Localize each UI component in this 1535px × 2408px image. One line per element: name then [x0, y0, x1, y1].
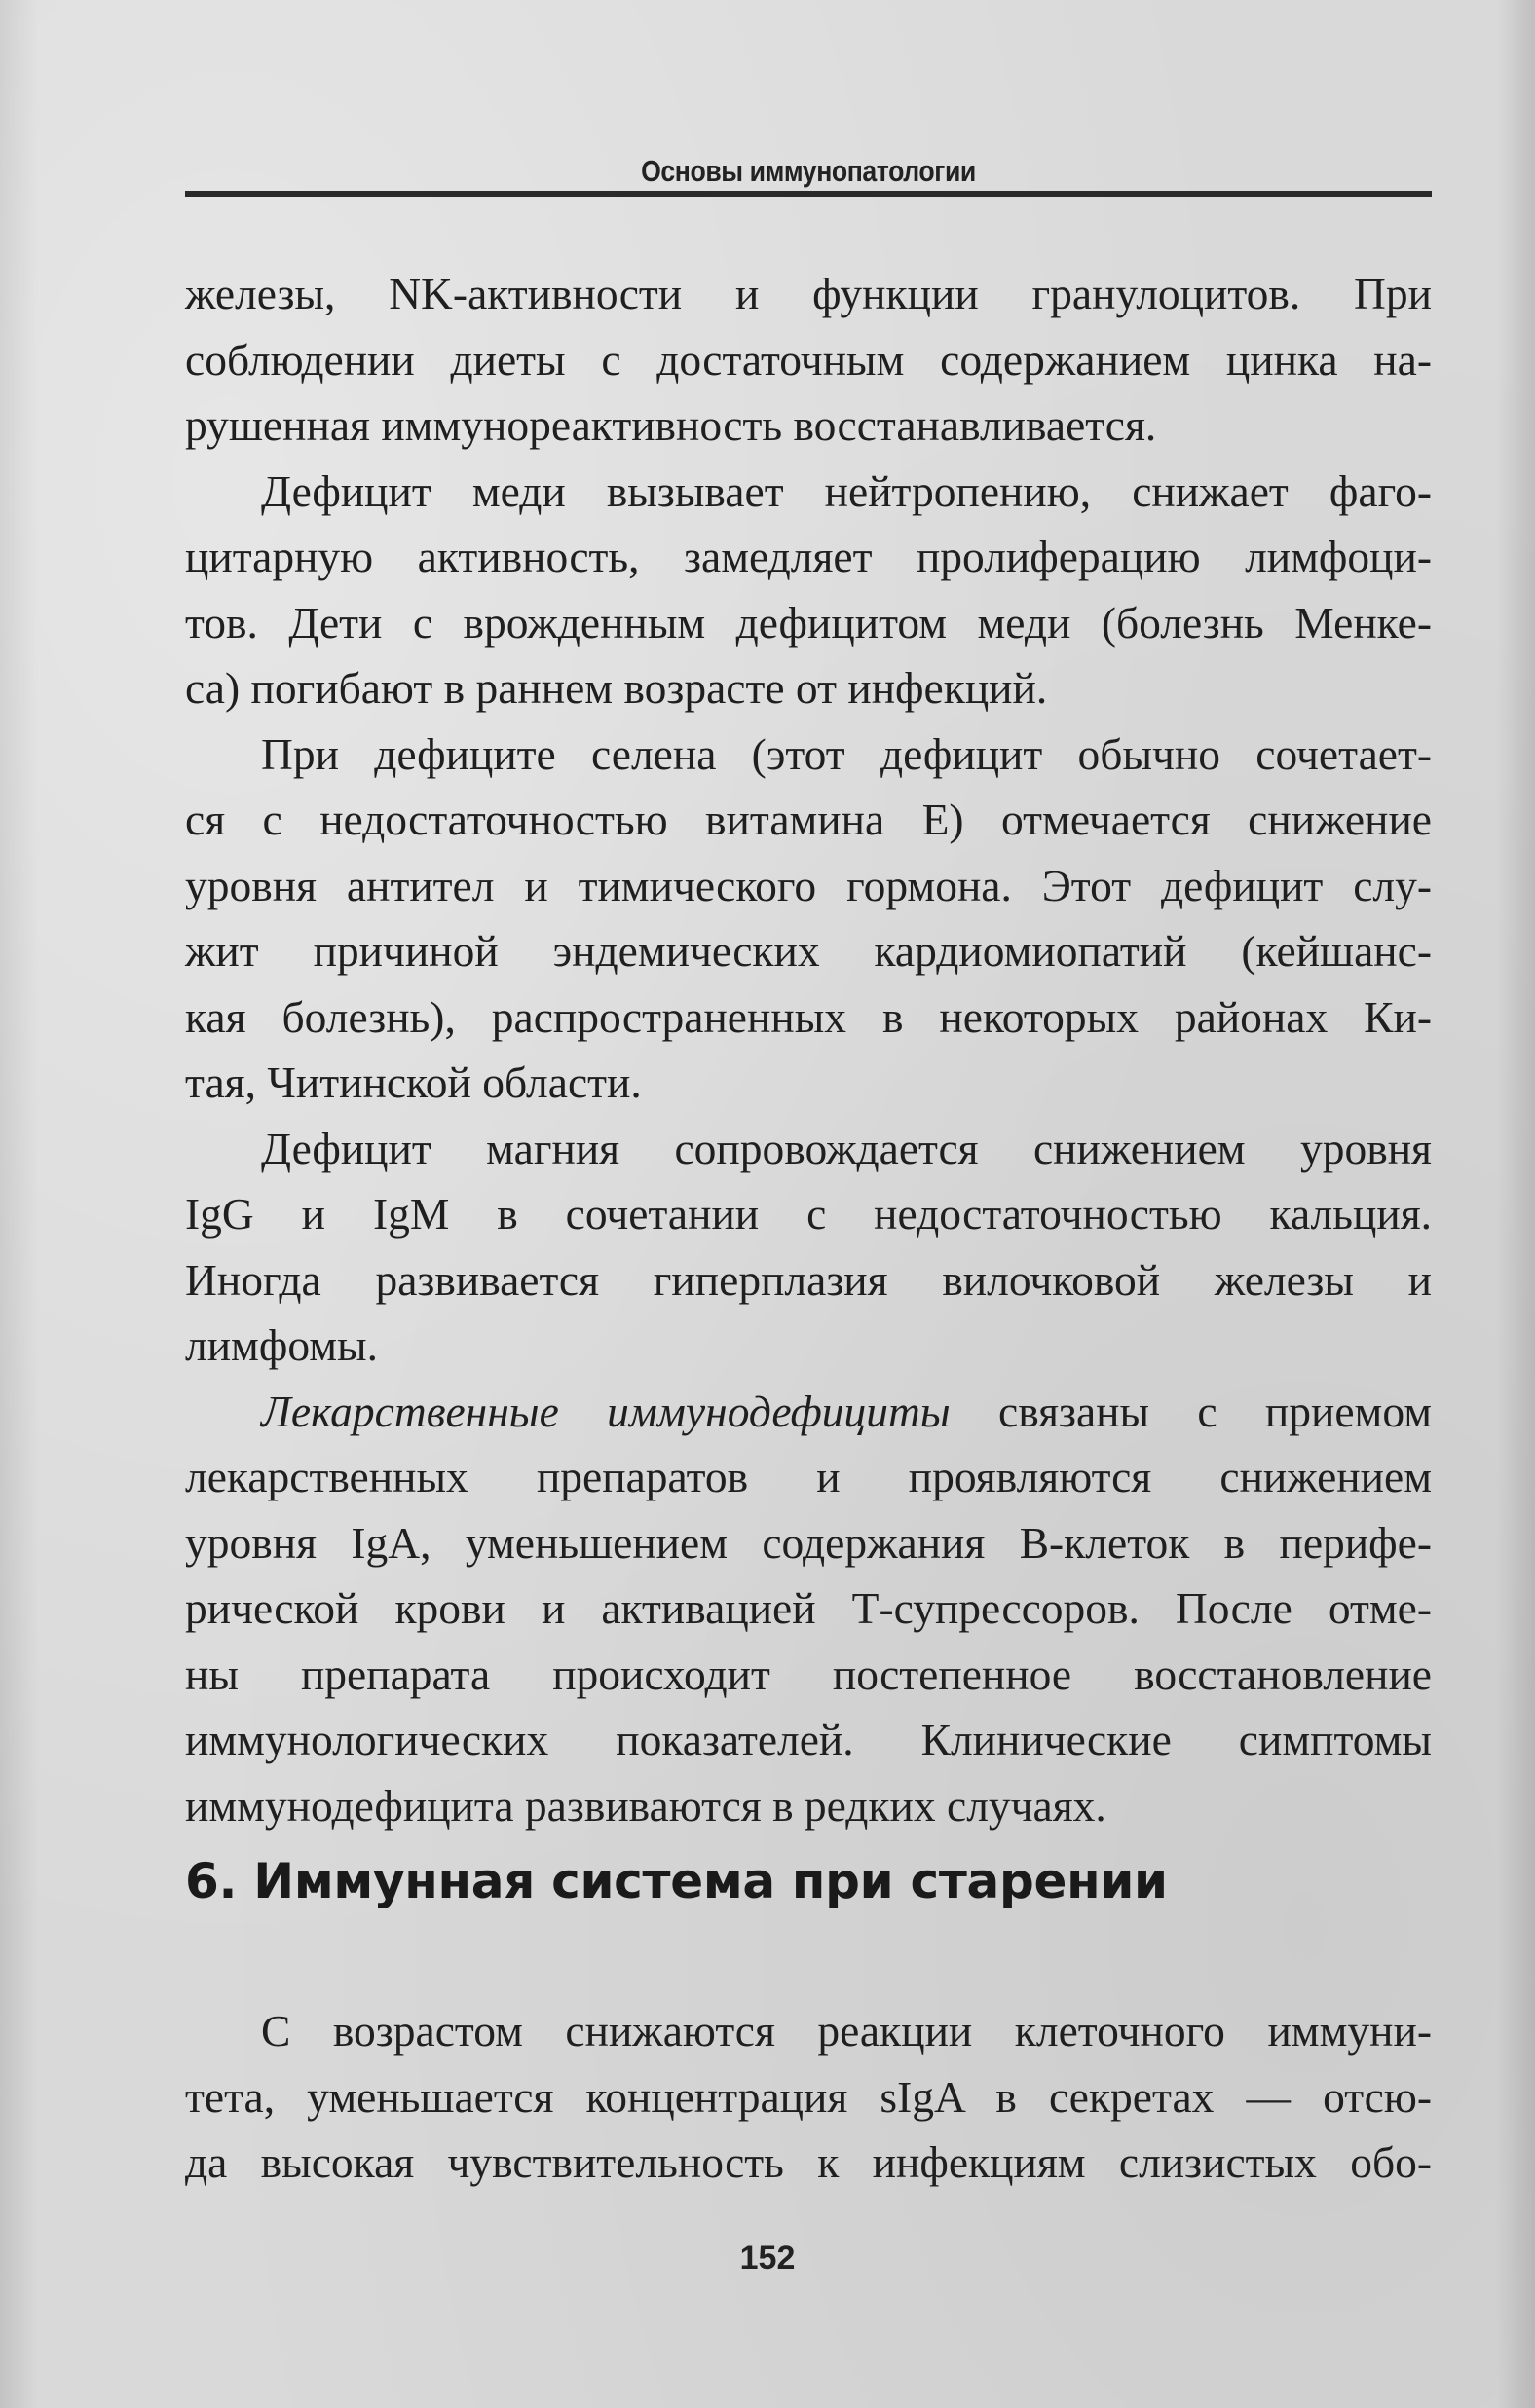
- text-line: са) погибают в раннем возрасте от инфекций.: [185, 663, 1048, 713]
- text-line: тета, уменьшается концентрация sIgA в секретах — отсю-: [185, 2071, 1432, 2122]
- text-line: жит причиной эндемических кардиомиопатий (кейшанс-: [185, 926, 1432, 976]
- section-body-text: [185, 1998, 1432, 2196]
- text-line: иммунологических показателей. Клинические симптомы: [185, 1715, 1432, 1764]
- text-line: уровня антител и тимического гормона. Этот дефицит слу-: [185, 860, 1432, 910]
- text-line: [185, 1379, 1432, 1445]
- text-line: ся с недостаточностью витамина Е) отмечается снижение: [185, 795, 1432, 844]
- text-line: иммунодефицита развиваются в редких случаях.: [185, 1780, 1106, 1831]
- paragraph-drug-immunodeficiency: [185, 1379, 1432, 1839]
- italic-term: Лекарственные иммунодефициты: [261, 1386, 951, 1436]
- paragraph-zinc: [185, 261, 1432, 459]
- text-line: Иногда развивается гиперплазия вилочковой железы и: [185, 1254, 1432, 1305]
- text-line: цитарную активность, замедляет пролиферацию лимфоци-: [185, 532, 1432, 581]
- text-line: При дефиците селена (этот дефицит обычно сочетает-: [261, 728, 1432, 779]
- text-line: лекарственных препаратов и проявляются снижением: [185, 1452, 1432, 1501]
- text-fragment: связаны с приемом: [950, 1386, 1433, 1436]
- page-number: 152: [739, 2240, 796, 2277]
- text-line: IgG и IgM в сочетании с недостаточностью кальция.: [185, 1189, 1432, 1239]
- text-line: рушенная иммунореактивность восстанавливается.: [185, 400, 1157, 450]
- running-head: Основы иммунопатологии: [641, 154, 976, 188]
- text-line: тая, Читинской области.: [185, 1057, 642, 1107]
- text-line: тов. Дети с врожденным дефицитом меди (болезнь Менке-: [185, 597, 1432, 648]
- paragraph-magnesium: [185, 1116, 1432, 1379]
- text-line: уровня IgA, уменьшением содержания В-клеток в перифе-: [185, 1517, 1432, 1568]
- header-rule: [185, 191, 1432, 197]
- text-line: лимфомы.: [185, 1320, 378, 1370]
- text-line: соблюдении диеты с достаточным содержанием цинка на-: [185, 334, 1432, 385]
- text-line: Дефицит магния сопровождается снижением уровня: [261, 1123, 1432, 1173]
- text-line: С возрастом снижаются реакции клеточного иммуни-: [261, 2006, 1432, 2056]
- body-text: [185, 261, 1432, 1838]
- text-line: кая болезнь), распространенных в некоторых районах Ки-: [185, 991, 1432, 1042]
- section-heading: 6. Иммунная система при старении: [185, 1853, 1168, 1909]
- text-line: рической крови и активацией Т-супрессоров. После отме-: [185, 1583, 1432, 1633]
- paragraph-selenium: [185, 722, 1432, 1116]
- text-line: да высокая чувствительность к инфекциям слизистых обо-: [185, 2137, 1432, 2187]
- text-line: ны препарата происходит постепенное восстановление: [185, 1649, 1432, 1699]
- text-line: железы, NK-активности и функции гранулоцитов. При: [185, 269, 1432, 318]
- text-line: Дефицит меди вызывает нейтропению, снижает фаго-: [261, 465, 1432, 516]
- paragraph-copper: [185, 459, 1432, 722]
